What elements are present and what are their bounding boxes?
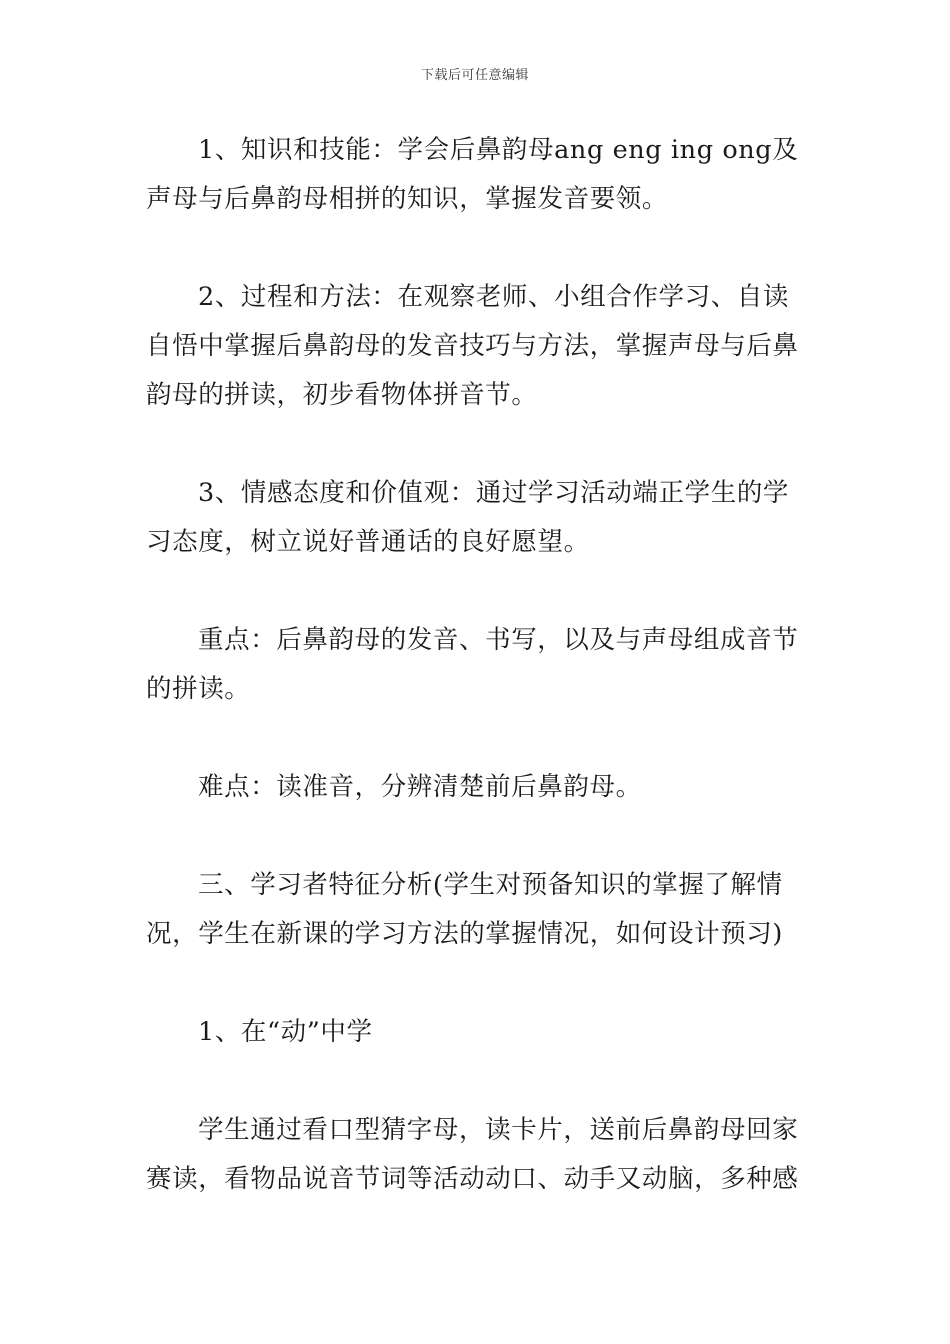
paragraph-process-methods: 2、过程和方法：在观察老师、小组合作学习、自读自悟中掌握后鼻韵母的发音技巧与方法，掌握声母与后鼻韵母的拼读，初步看物体拼音节。 xyxy=(146,282,799,410)
paragraph-knowledge-skills: 1、知识和技能：学会后鼻韵母ang eng ing ong及声母与后鼻韵母相拼的知识，掌握发音要领。 xyxy=(146,135,799,214)
paragraph-activities: 学生通过看口型猜字母，读卡片，送前后鼻韵母回家赛读，看物品说音节词等活动动口、动手又动脑，多种感 xyxy=(146,1115,799,1194)
paragraph-learn-by-doing-heading: 1、在“动”中学 xyxy=(198,1017,373,1047)
paragraph-emotion-values: 3、情感态度和价值观：通过学习活动端正学生的学习态度，树立说好普通话的良好愿望。 xyxy=(146,478,790,557)
paragraph-key-points: 重点：后鼻韵母的发音、书写，以及与声母组成音节的拼读。 xyxy=(146,625,799,704)
paragraph-difficulties: 难点：读准音，分辨清楚前后鼻韵母。 xyxy=(198,772,642,802)
document-body xyxy=(146,126,814,1253)
page-header-note: 下载后可任意编辑 xyxy=(420,68,529,83)
paragraph-learner-analysis: 三、学习者特征分析(学生对预备知识的掌握了解情况，学生在新课的学习方法的掌握情况，如何设计预习) xyxy=(146,870,783,949)
